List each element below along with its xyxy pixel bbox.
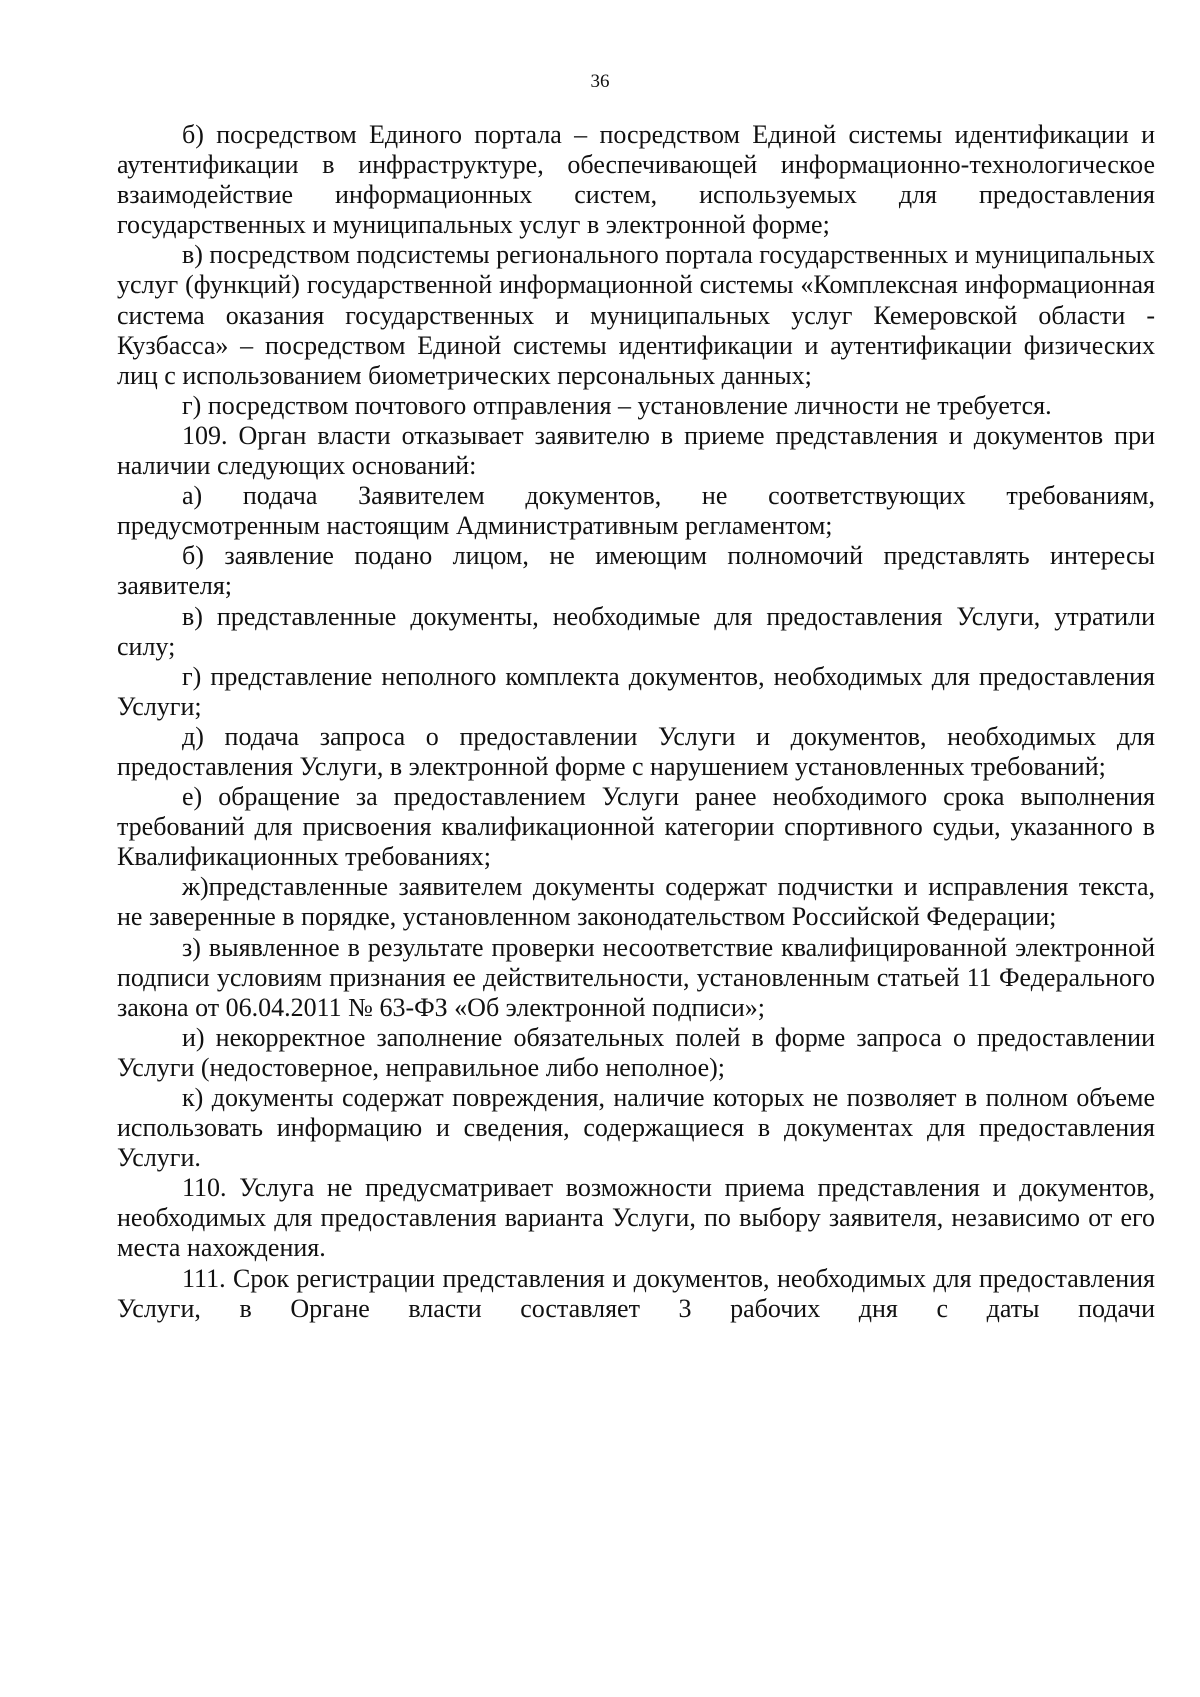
paragraph-109-e: е) обращение за предоставлением Услуги ранее необходимого срока выполнения требований для присвоения квалификационной категории спортивного судьи, указанного в Квалификационных требованиях;: [117, 782, 1155, 872]
paragraph-109-a: а) подача Заявителем документов, не соответствующих требованиям, предусмотренным настоящим Административным регламентом;: [117, 481, 1155, 541]
paragraph-109: 109. Орган власти отказывает заявителю в приеме представления и документов при наличии следующих оснований:: [117, 420, 1155, 481]
page-number: 36: [590, 71, 610, 92]
paragraph-109-k: к) документы содержат повреждения, наличие которых не позволяет в полном объеме использовать информацию и сведения, содержащиеся в документах для предоставления Услуги.: [117, 1083, 1155, 1173]
paragraph-g-postal: г) посредством почтового отправления – установление личности не требуется.: [182, 390, 1052, 420]
paragraph-v-regional-portal: в) посредством подсистемы регионального портала государственных и муниципальных услуг (функций) государственной информационной системы «Комплексная информационная система оказания государственных и муниципальных услуг Кемеровской области - Кузбасса» – посредством Единой системы идентификации и аутентификации физических лиц с использованием биометрических персональных данных;: [117, 240, 1156, 390]
paragraph-b-unified-portal: б) посредством Единого портала – посредством Единой системы идентификации и аутентификации в инфраструктуре, обеспечивающей информационно-технологическое взаимодействие информационных систем, используемых для предоставления государственных и муниципальных услуг в электронной форме;: [117, 120, 1155, 240]
paragraph-109-b: б) заявление подано лицом, не имеющим полномочий представлять интересы заявителя;: [117, 541, 1155, 601]
paragraph-109-v: в) представленные документы, необходимые для предоставления Услуги, утратили силу;: [117, 601, 1155, 661]
document-body: [117, 120, 1155, 1324]
paragraph-109-z: з) выявленное в результате проверки несоответствие квалифицированной электронной подписи условиям признания ее действительности, установленным статьей 11 Федерального закона от 06.04.2011 № 63-ФЗ «Об электронной подписи»;: [117, 932, 1155, 1022]
paragraph-110: 110. Услуга не предусматривает возможности приема представления и документов, необходимых для предоставления варианта Услуги, по выбору заявителя, независимо от его места нахождения.: [117, 1173, 1155, 1263]
paragraph-109-g: г) представление неполного комплекта документов, необходимых для предоставления Услуги;: [117, 661, 1155, 721]
paragraph-109-i: и) некорректное заполнение обязательных полей в форме запроса о предоставлении Услуги (недостоверное, неправильное либо неполное);: [117, 1022, 1155, 1082]
paragraph-109-d: д) подача запроса о предоставлении Услуги и документов, необходимых для предоставления Услуги, в электронной форме с нарушением установленных требований;: [117, 721, 1155, 781]
paragraph-111: 111. Срок регистрации представления и документов, необходимых для предоставления Услуги, в Органе власти составляет 3 рабочих дня с даты подачи: [117, 1263, 1155, 1323]
paragraph-109-zh: ж)представленные заявителем документы содержат подчистки и исправления текста, не заверенные в порядке, установленном законодательством Российской Федерации;: [117, 872, 1155, 932]
